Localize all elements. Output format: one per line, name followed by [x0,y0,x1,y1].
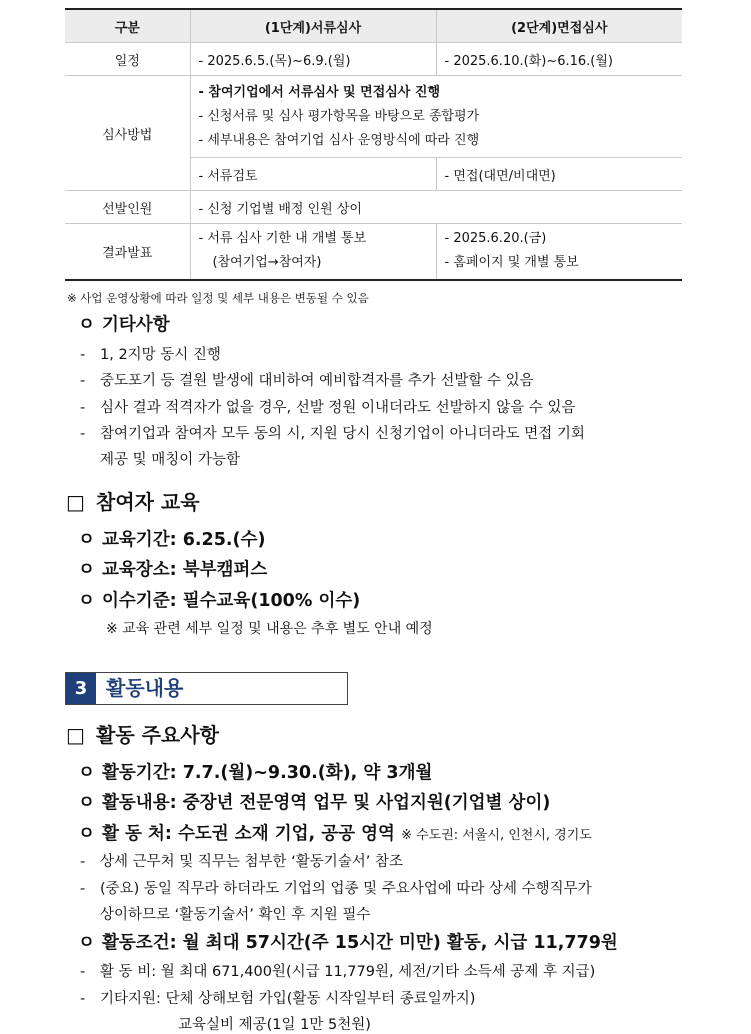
section-3-header [65,672,348,705]
activity-period-text: 활동기간: 7.7.(월)~9.30.(화), 약 3개월 [102,763,433,783]
dash-bullet-icon: - [80,400,86,416]
method-common-line: - 신청서류 및 심사 평가항목을 바탕으로 종합평가 [198,108,480,124]
table-row-method-common [65,76,682,158]
screening-table [65,8,682,281]
list-item [80,960,595,981]
education-note: ※ 교육 관련 세부 일정 및 내용은 추후 별도 안내 예정 [106,621,433,637]
activity-place-note: ※ 수도권: 서울시, 인천시, 경기도 [401,828,592,843]
education-period-text: 교육기간: 6.25.(수) [102,530,266,550]
dash-bullet-icon: - [80,347,86,363]
list-item [80,987,475,1008]
education-heading-text: 참여자 교육 [96,490,200,514]
list-item [80,343,221,364]
circle-bullet-icon: ㅇ [78,315,95,335]
list-item-text: 활 동 비: 월 최대 671,400원(시급 11,779원, 세전/기타 소득세 공제 후 지급) [100,964,596,980]
dash-bullet-icon: - [80,426,86,442]
result-stage2-line: - 홈페이지 및 개별 통보 [444,255,579,271]
table-note: ※ 사업 운영상황에 따라 일정 및 세부 내용은 변동될 수 있음 [67,291,369,305]
row-label-selection: 선발인원 [65,191,190,224]
result-stage2-cell [436,224,682,280]
activity-heading [66,719,219,748]
table-row-selection [65,191,682,224]
result-stage2-line: - 2025.6.20.(금) [444,231,547,247]
activity-place [78,820,592,845]
education-place-text: 교육장소: 북부캠퍼스 [102,560,268,580]
schedule-stage1: - 2025.6.5.(목)~6.9.(월) [190,43,436,76]
col-header-stage1: (1단계)서류심사 [190,9,436,43]
dash-bullet-icon: - [80,964,86,980]
education-heading [66,486,200,515]
row-label-schedule: 일정 [65,43,190,76]
dash-bullet-icon: - [80,881,86,897]
etc-title [78,311,170,336]
list-item-text: 기타지원: 단체 상해보험 가입(활동 시작일부터 종료일까지) [100,991,476,1007]
col-header-stage2: (2단계)면접심사 [436,9,682,43]
list-item [80,850,403,871]
result-stage1-line: (참여기업→참여자) [212,255,322,271]
table-row-schedule [65,43,682,76]
list-item-continuation: 교육실비 제공(1일 1만 5천원) [178,1017,371,1033]
method-stage1: - 서류검토 [190,158,436,191]
list-item-continuation: 제공 및 매칭이 가능함 [100,452,240,468]
etc-title-text: 기타사항 [102,315,170,335]
row-label-method: 심사방법 [65,76,190,191]
circle-bullet-icon: ㅇ [78,560,95,580]
education-criteria [78,587,360,612]
list-item-text: (중요) 동일 직무라 하더라도 기업의 업종 및 주요사업에 따라 상세 수행직무가 [100,881,592,897]
row-label-result: 결과발표 [65,224,190,280]
list-item-continuation: 상이하므로 ‘활동기술서’ 확인 후 지원 필수 [100,907,371,923]
list-item [80,396,576,417]
activity-content-text: 활동내용: 중장년 전문영역 업무 및 사업지원(기업별 상이) [102,793,551,813]
education-criteria-text: 이수기준: 필수교육(100% 이수) [102,591,361,611]
method-common-line: - 세부내용은 참여기업 심사 운영방식에 따라 진행 [198,132,480,148]
list-item-text: 참여기업과 참여자 모두 동의 시, 지원 당시 신청기업이 아니더라도 면접 기회 [100,426,585,442]
col-header-category: 구분 [65,9,190,43]
box-bullet-icon: □ [66,723,85,747]
education-place [78,556,267,581]
list-item-text: 심사 결과 적격자가 없을 경우, 선발 정원 이내더라도 선발하지 않을 수 있음 [100,400,576,416]
list-item-text: 1, 2지망 동시 진행 [100,347,221,363]
section-title: 활동내용 [106,676,184,700]
circle-bullet-icon: ㅇ [78,824,95,844]
result-stage1-line: - 서류 심사 기한 내 개별 통보 [198,231,367,247]
list-item [80,877,592,898]
table-row-result [65,224,682,280]
selection-text: - 신청 기업별 배정 인원 상이 [190,191,682,224]
circle-bullet-icon: ㅇ [78,763,95,783]
activity-condition [78,929,618,954]
activity-place-text: 활 동 처: 수도권 소재 기업, 공공 영역 [102,824,395,844]
circle-bullet-icon: ㅇ [78,591,95,611]
list-item [80,422,585,443]
box-bullet-icon: □ [66,490,85,514]
method-common-line: - 참여기업에서 서류심사 및 면접심사 진행 [198,84,441,100]
dash-bullet-icon: - [80,373,86,389]
circle-bullet-icon: ㅇ [78,530,95,550]
activity-condition-text: 활동조건: 월 최대 57시간(주 15시간 미만) 활동, 시급 11,779원 [102,933,618,953]
circle-bullet-icon: ㅇ [78,793,95,813]
dash-bullet-icon: - [80,854,86,870]
activity-period [78,759,432,784]
result-stage1-cell [190,224,436,280]
circle-bullet-icon: ㅇ [78,933,95,953]
list-item-text: 중도포기 등 결원 발생에 대비하여 예비합격자를 추가 선발할 수 있음 [100,373,534,389]
section-number: 3 [66,673,96,704]
list-item-text: 상세 근무처 및 직무는 첨부한 ‘활동기술서’ 참조 [100,854,404,870]
method-stage2: - 면접(대면/비대면) [436,158,682,191]
activity-heading-text: 활동 주요사항 [96,723,219,747]
dash-bullet-icon: - [80,991,86,1007]
table-header-row [65,9,682,43]
method-common-cell [190,76,682,158]
list-item [80,369,534,390]
education-period [78,526,265,551]
activity-content [78,789,550,814]
schedule-stage2: - 2025.6.10.(화)~6.16.(월) [436,43,682,76]
